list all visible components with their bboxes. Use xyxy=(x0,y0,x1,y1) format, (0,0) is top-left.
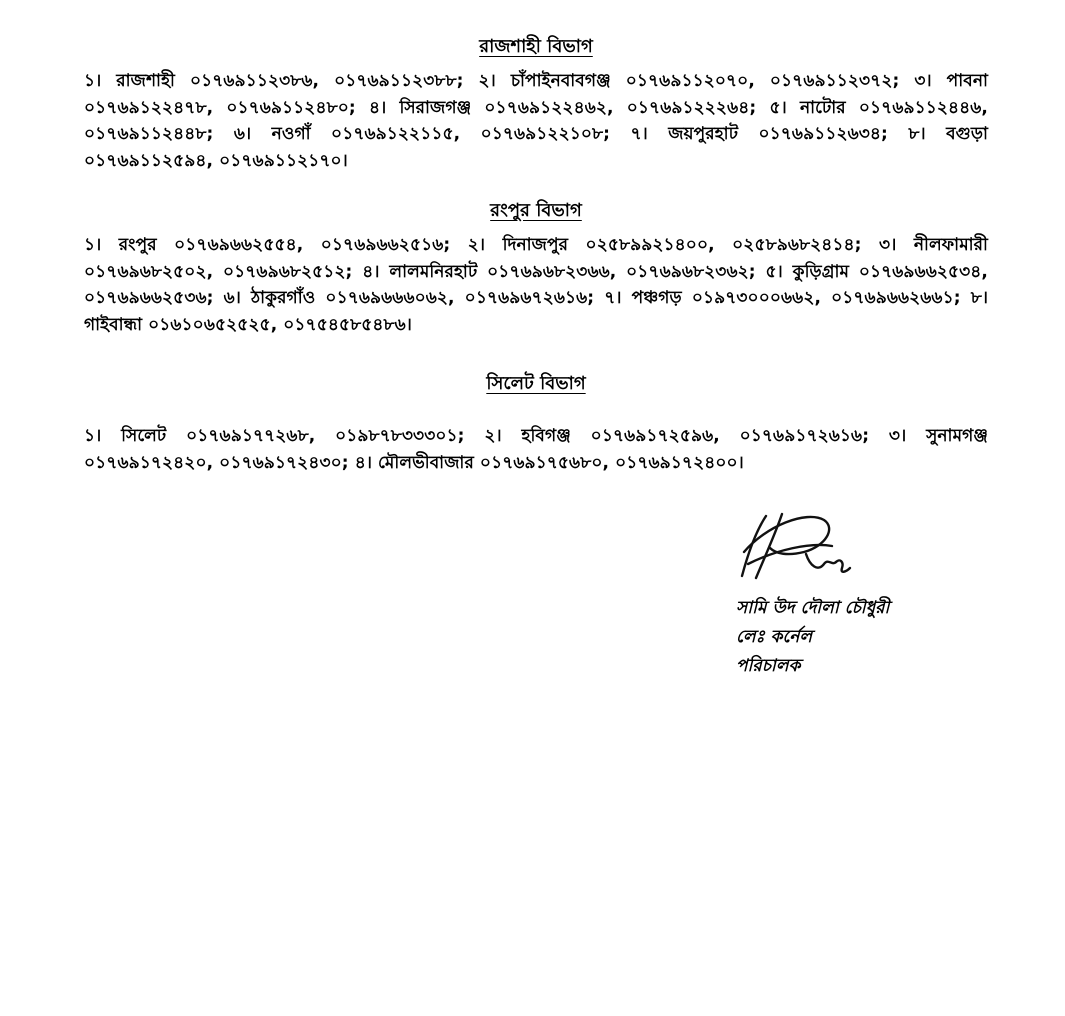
signature-block xyxy=(736,506,956,686)
signatory-details xyxy=(736,594,889,681)
handwritten-signature-icon xyxy=(736,506,856,586)
section-heading-rajshahi: রাজশাহী বিভাগ xyxy=(479,36,593,57)
signatory-title: পরিচালক xyxy=(736,656,801,676)
section-sylhet xyxy=(84,371,988,476)
section-body-rajshahi: ১। রাজশাহী ০১৭৬৯১১২৩৮৬, ০১৭৬৯১১২৩৮৮; ২। চাঁপাইনবাবগঞ্জ ০১৭৬৯১১২০৭০, ০১৭৬৯১১২৩৭২; ৩। পাবনা ০১৭৬৯১২২৪৭৮, ০১৭৬৯১১২৪৮০; ৪। সিরাজগঞ্জ ০১৭৬৯১২২৪৬২, ০১৭৬৯১২২২৬৪; ৫। নাটোর ০১৭৬৯১১২৪৪৬, ০১৭৬৯১১২৪৪৮; ৬। নওগাঁ ০১৭৬৯১২২১১৫, ০১৭৬৯১২২১০৮; ৭। জয়পুরহাট ০১৭৬৯১১২৬৩৪; ৮। বগুড়া ০১৭৬৯১১২৫৯৪, ০১৭৬৯১১২১৭০। xyxy=(84,71,988,171)
section-rangpur xyxy=(84,198,988,338)
signatory-name: সামি উদ দৌলা চৌধুরী xyxy=(736,598,890,618)
section-body-rangpur: ১। রংপুর ০১৭৬৯৬৬২৫৫৪, ০১৭৬৯৬৬২৫১৬; ২। দিনাজপুর ০২৫৮৯৯২১৪০০, ০২৫৮৯৬৮২৪১৪; ৩। নীলফামারী ০১৭৬৯৬৮২৫০২, ০১৭৬৯৬৮২৫১২; ৪। লালমনিরহাট ০১৭৬৯৬৮২৩৬৬, ০১৭৬৯৬৮২৩৬২; ৫। কুড়িগ্রাম ০১৭৬৯৬৬২৫৩৪, ০১৭৬৯৬৬২৫৩৬; ৬। ঠাকুরগাঁও ০১৭৬৯৬৬৬০৬২, ০১৭৬৯৬৭২৬১৬; ৭। পঞ্চগড় ০১৯৭৩০০০৬৬২, ০১৭৬৯৬৬২৬৬১; ৮। গাইবান্ধা ০১৬১০৬৫২৫২৫, ০১৭৫৪৫৮৫৪৮৬। xyxy=(84,235,988,335)
section-heading-rangpur: রংপুর বিভাগ xyxy=(490,200,582,221)
section-body-sylhet: ১। সিলেট ০১৭৬৯১৭৭২৬৮, ০১৯৮৭৮৩৩৩০১; ২। হবিগঞ্জ ০১৭৬৯১৭২৫৯৬, ০১৭৬৯১৭২৬১৬; ৩। সুনামগঞ্জ ০১৭৬৯১৭২৪২০, ০১৭৬৯১৭২৪৩০; ৪। মৌলভীবাজার ০১৭৬৯১৭৫৬৮০, ০১৭৬৯১৭২৪০০। xyxy=(84,426,988,473)
section-heading-sylhet: সিলেট বিভাগ xyxy=(486,373,586,394)
section-rajshahi xyxy=(84,34,988,174)
signatory-rank: লেঃ কর্নেল xyxy=(736,627,813,647)
